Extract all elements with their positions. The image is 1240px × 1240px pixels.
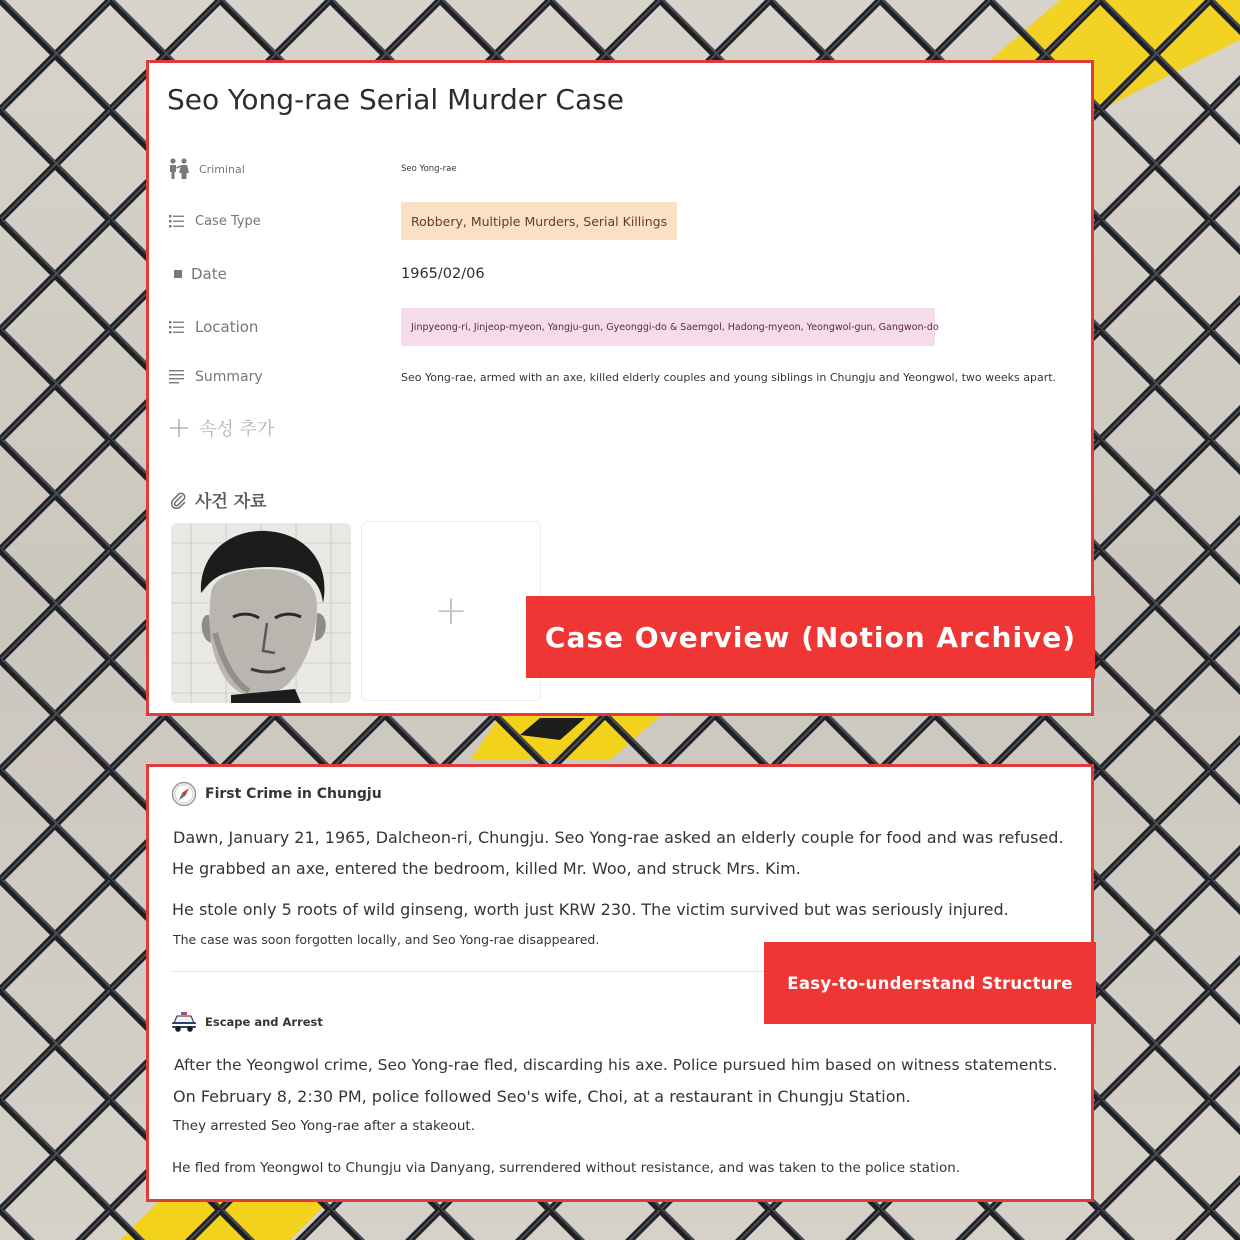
text-lines-icon (167, 367, 187, 387)
paragraph: He fled from Yeongwol to Chungju via Danyang, surrendered without resistance, and was taken to the police station. (172, 1160, 961, 1176)
property-location[interactable] (167, 307, 1077, 347)
add-file-label: + (434, 588, 468, 634)
add-property-button[interactable] (169, 415, 274, 441)
property-case-type[interactable] (167, 201, 1077, 241)
paragraph: Dawn, January 21, 1965, Dalcheon-ri, Chungju. Seo Yong-rae asked an elderly couple for food and was refused. (173, 828, 1064, 847)
overview-banner (526, 596, 1095, 678)
square-icon (173, 269, 183, 279)
people-icon (167, 157, 191, 181)
page-title: Seo Yong-rae Serial Murder Case (167, 83, 624, 116)
portrait-image (171, 523, 351, 703)
property-label: Case Type (195, 213, 261, 229)
property-label: Summary (195, 369, 263, 385)
location-tag[interactable]: Jinpyeong-ri, Jinjeop-myeon, Yangju-gun, Gyeonggi-do & Saemgol, Hadong-myeon, Yeongwol-gun, Gangwon-do (401, 308, 935, 346)
list-icon (167, 211, 187, 231)
files-property (169, 487, 267, 512)
list-icon (167, 317, 187, 337)
overview-banner-text: Case Overview (Notion Archive) (544, 620, 1077, 654)
property-criminal[interactable] (167, 149, 1077, 189)
paragraph: On February 8, 2:30 PM, police followed Seo's wife, Choi, at a restaurant in Chungju Station. (173, 1087, 911, 1106)
files-label: 사건 자료 (195, 492, 267, 512)
property-label: Criminal (199, 162, 245, 176)
date-value: 1965/02/06 (401, 266, 485, 282)
section-heading-text: Escape and Arrest (205, 1015, 323, 1029)
divider (171, 971, 771, 972)
paragraph: He stole only 5 roots of wild ginseng, worth just KRW 230. The victim survived but was seriously injured. (172, 900, 1009, 919)
property-date[interactable] (167, 254, 1077, 294)
add-file-button[interactable] (361, 521, 541, 701)
section-heading-text: First Crime in Chungju (205, 786, 382, 802)
police-car-icon (171, 1011, 197, 1033)
section-heading (171, 781, 382, 807)
summary-value: Seo Yong-rae, armed with an axe, killed elderly couples and young siblings in Chungju and Yeongwol, two weeks apart. (401, 370, 1057, 384)
section-heading (171, 1011, 323, 1033)
paragraph: They arrested Seo Yong-rae after a stakeout. (173, 1118, 476, 1134)
criminal-value: Seo Yong-rae (401, 164, 457, 174)
property-label: Date (191, 265, 227, 283)
add-property-label: 속성 추가 (199, 419, 275, 440)
paragraph: The case was soon forgotten locally, and Seo Yong-rae disappeared. (173, 932, 600, 947)
plus-icon (169, 418, 189, 438)
structure-banner (764, 942, 1096, 1024)
suspect-photo[interactable] (171, 523, 351, 703)
structure-banner-text: Easy-to-understand Structure (787, 973, 1073, 993)
property-label: Location (195, 318, 259, 336)
property-summary[interactable] (167, 357, 1077, 397)
paragraph: He grabbed an axe, entered the bedroom, killed Mr. Woo, and struck Mrs. Kim. (172, 859, 801, 878)
compass-icon (171, 781, 197, 807)
paperclip-icon (169, 491, 187, 509)
case-type-tag[interactable]: Robbery, Multiple Murders, Serial Killings (401, 202, 677, 240)
paragraph: After the Yeongwol crime, Seo Yong-rae fled, discarding his axe. Police pursued him based on witness statements. (174, 1056, 1058, 1074)
